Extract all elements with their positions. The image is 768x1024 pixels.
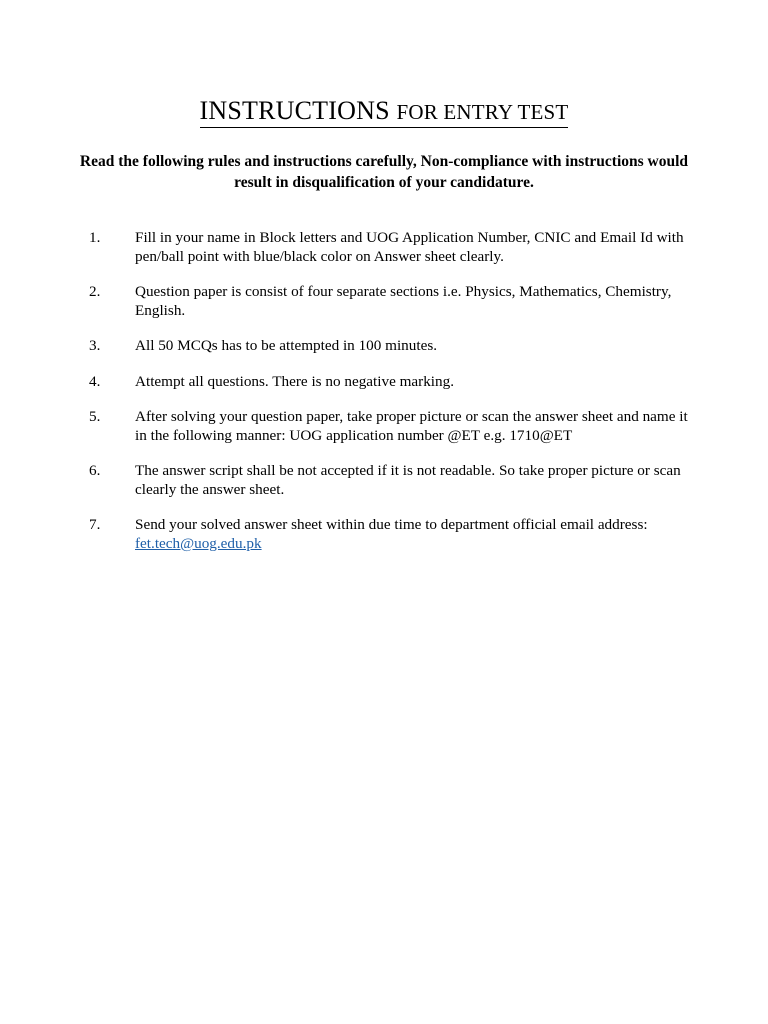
list-item: [0, 229, 768, 266]
instructions-list: [0, 229, 768, 570]
item-text: Attempt all questions. There is no negative marking.: [135, 372, 455, 390]
item-text: Send your solved answer sheet within due time to department official email address:: [135, 516, 648, 533]
item-text: After solving your question paper, take proper picture or scan the answer sheet and name it in the following manner: UOG application number @ET e.g. 1710@ET: [135, 408, 688, 444]
title-main: INSTRUCTIONS: [199, 96, 390, 125]
item-text: Fill in your name in Block letters and UOG Application Number, CNIC and Email Id with pen/ball point with blue/black color on Answer sheet clearly.: [135, 229, 684, 265]
item-text: All 50 MCQs has to be attempted in 100 minutes.: [135, 337, 438, 354]
item-number: 3.: [89, 337, 101, 354]
list-item: [0, 462, 768, 499]
email-link[interactable]: fet.tech@uog.edu.pk: [135, 534, 262, 552]
item-number: 2.: [89, 283, 101, 300]
title-rest: FOR ENTRY TEST: [396, 100, 569, 124]
item-number: 1.: [89, 229, 101, 246]
item-number: 4.: [89, 372, 101, 390]
page-title: [0, 94, 768, 128]
list-item: [0, 373, 768, 392]
list-item: [0, 408, 768, 445]
item-text-container: [135, 516, 695, 553]
item-text: The answer script shall be not accepted if it is not readable. So take proper picture or scan clearly the answer sheet.: [135, 462, 681, 498]
list-item: [0, 516, 768, 553]
item-number: 7.: [89, 516, 101, 533]
intro-text: Read the following rules and instructions carefully, Non-compliance with instructions would result in disqualification of your candidature.: [79, 153, 689, 191]
list-item: [0, 283, 768, 320]
list-item: [0, 337, 768, 356]
item-number: 5.: [89, 408, 101, 425]
item-number: 6.: [89, 462, 101, 479]
title-underlined: [200, 96, 569, 128]
item-text: Question paper is consist of four separate sections i.e. Physics, Mathematics, Chemistry, English.: [135, 283, 672, 319]
